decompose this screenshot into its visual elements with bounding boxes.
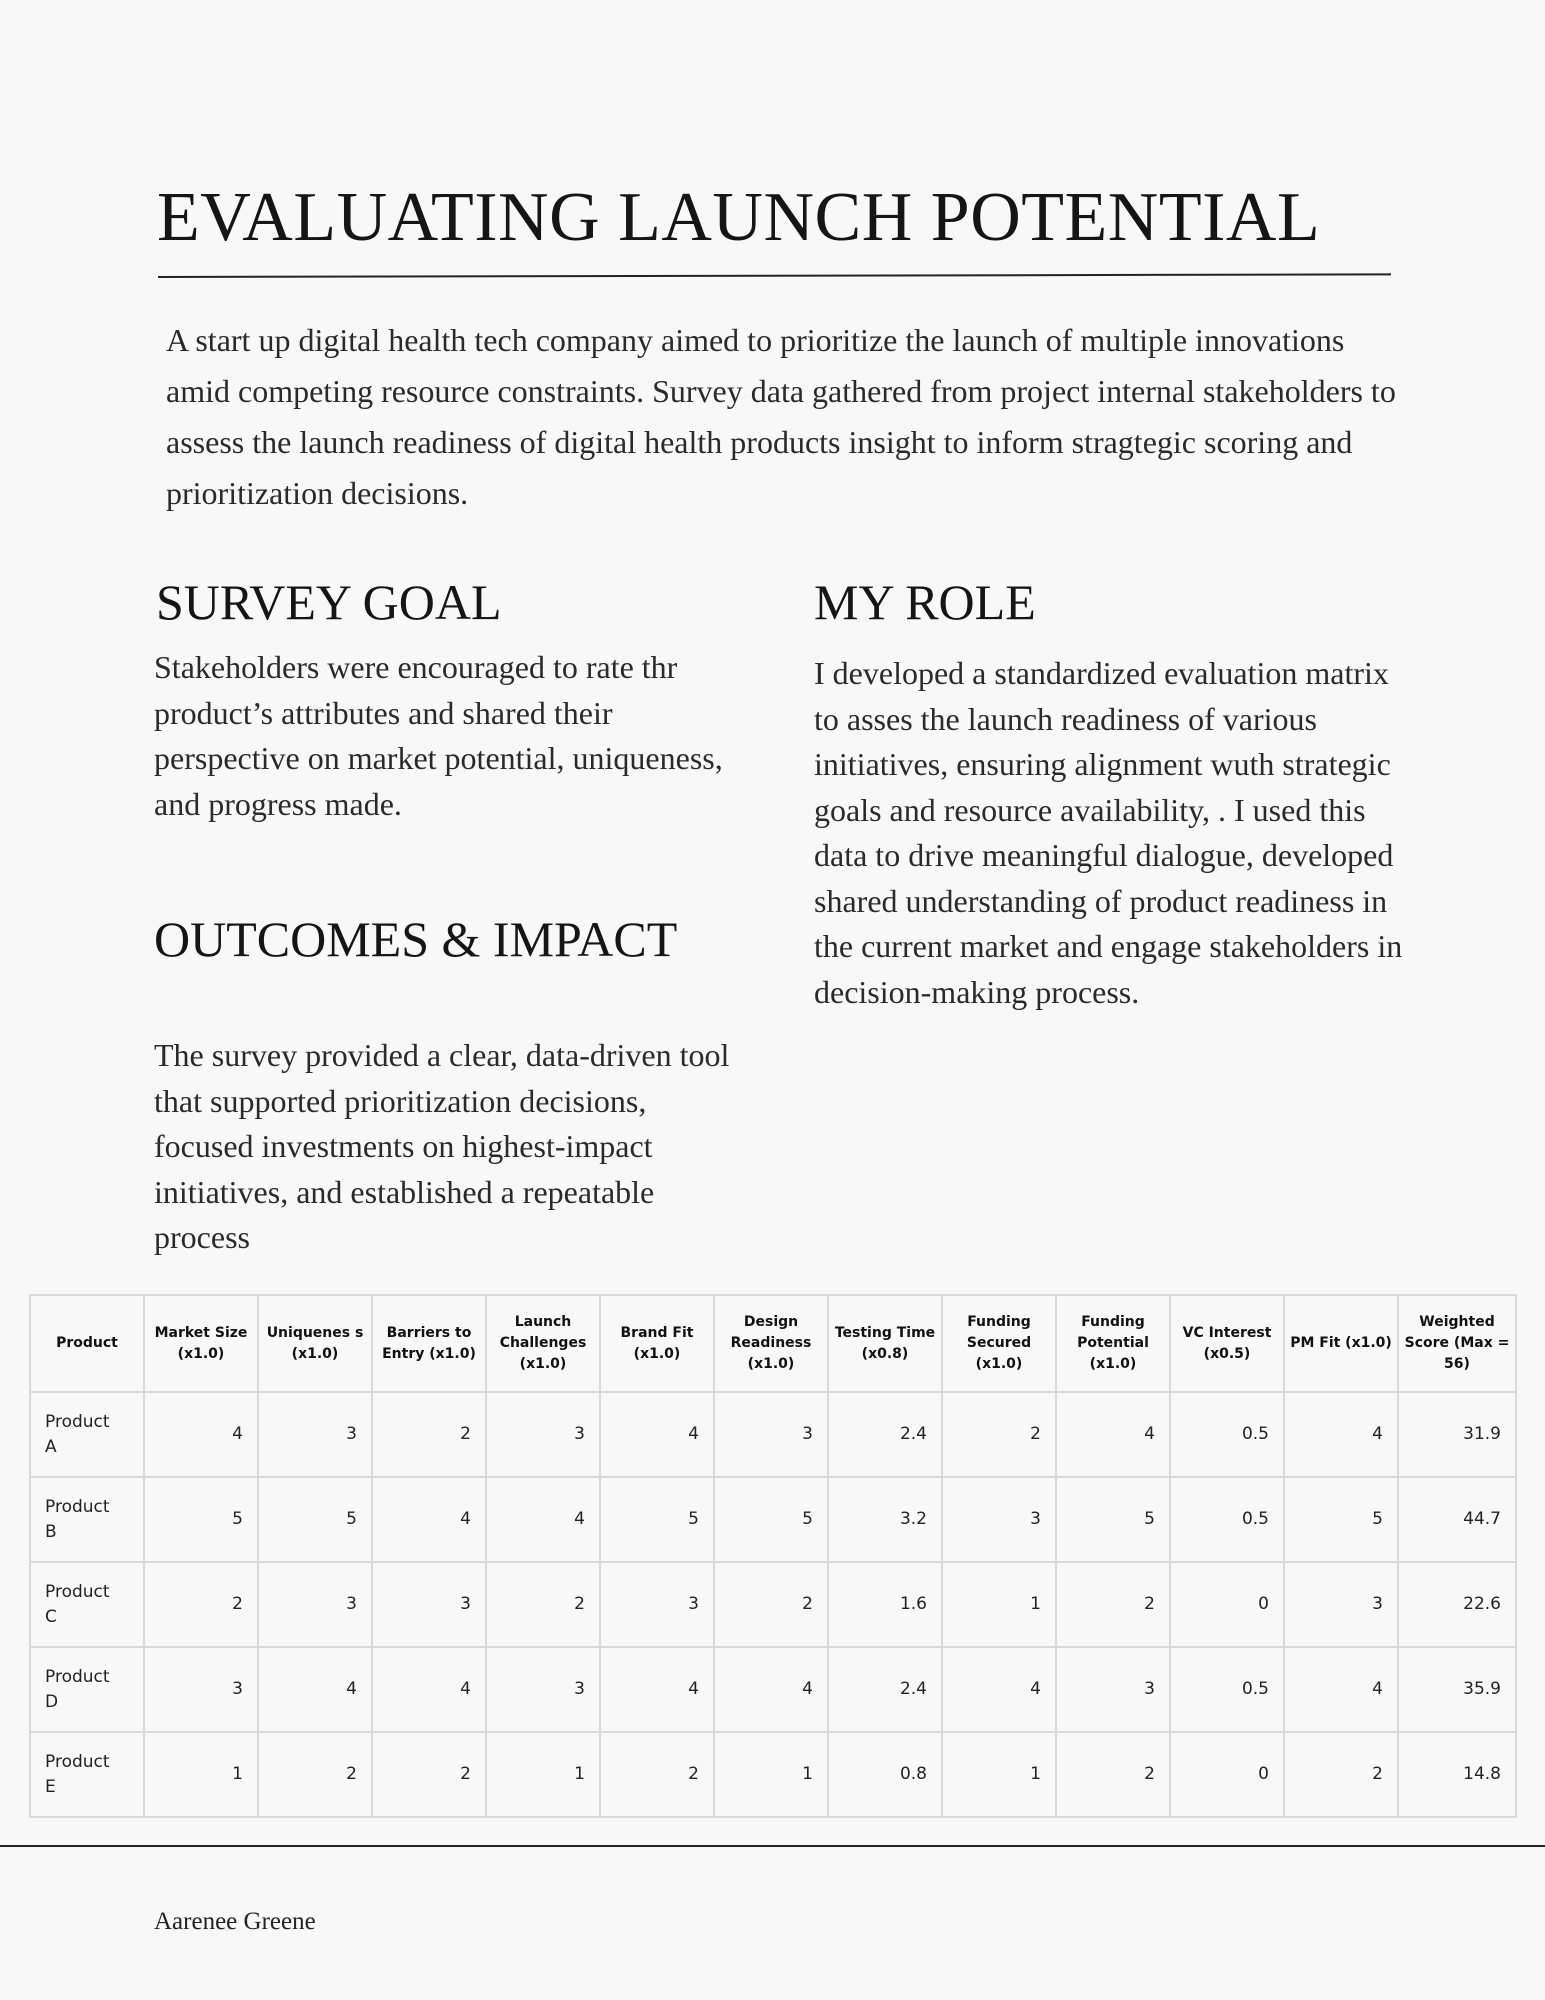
table-cell: 0.8 [828, 1732, 942, 1817]
table-cell: 3 [1056, 1647, 1170, 1732]
table-cell: 5 [1056, 1477, 1170, 1562]
table-cell: 2 [258, 1732, 372, 1817]
column-header: Product [30, 1295, 144, 1392]
table-cell: 3 [144, 1647, 258, 1732]
table-cell-product: Product C [30, 1562, 144, 1647]
survey-goal-body: Stakeholders were encouraged to rate thr product’s attributes and shared their perspective on market potential, uniqueness, and progress made. [154, 649, 723, 822]
table-cell: 2 [942, 1392, 1056, 1477]
column-header: Launch Challenges (x1.0) [486, 1295, 600, 1392]
outcomes-body: The survey provided a clear, data-driven tool that supported prioritization decisions, focused investments on highest-impact initiatives, and established a repeatable process [154, 1037, 730, 1255]
page-title: EVALUATING LAUNCH POTENTIAL [157, 179, 1321, 256]
table-cell-weighted-score: 35.9 [1398, 1647, 1516, 1732]
table-cell-weighted-score: 14.8 [1398, 1732, 1516, 1817]
table-cell: 2 [372, 1392, 486, 1477]
table-cell: 4 [714, 1647, 828, 1732]
table-row [30, 1647, 1516, 1732]
table-cell: 3 [486, 1392, 600, 1477]
title-divider [158, 273, 1391, 278]
table-cell: 4 [144, 1392, 258, 1477]
table-cell-product: Product E [30, 1732, 144, 1817]
footer-divider [0, 1845, 1545, 1847]
table-cell: 0.5 [1170, 1477, 1284, 1562]
column-header: Uniquenes s (x1.0) [258, 1295, 372, 1392]
outcomes-heading: OUTCOMES & IMPACT [154, 911, 678, 967]
column-header: Market Size (x1.0) [144, 1295, 258, 1392]
table-cell: 1 [942, 1732, 1056, 1817]
table-cell: 1 [144, 1732, 258, 1817]
table-cell-product: Product A [30, 1392, 144, 1477]
table-cell: 3 [258, 1562, 372, 1647]
table-cell: 3 [372, 1562, 486, 1647]
column-header: Testing Time (x0.8) [828, 1295, 942, 1392]
table-cell: 2 [1056, 1562, 1170, 1647]
my-role-heading: MY ROLE [814, 574, 1036, 630]
column-header: Funding Potential (x1.0) [1056, 1295, 1170, 1392]
column-header: Weighted Score (Max = 56) [1398, 1295, 1516, 1392]
table-cell: 4 [258, 1647, 372, 1732]
table-cell: 0.5 [1170, 1647, 1284, 1732]
table-row [30, 1562, 1516, 1647]
column-header: Brand Fit (x1.0) [600, 1295, 714, 1392]
table-cell: 2 [600, 1732, 714, 1817]
table-cell: 1 [942, 1562, 1056, 1647]
table-cell: 2.4 [828, 1647, 942, 1732]
intro-paragraph: A start up digital health tech company aimed to prioritize the launch of multiple innovations amid competing resource constraints. Survey data gathered from project internal stakeholders to assess the launch readiness of digital health products insight to inform stragtegic scoring and prioritization decisions. [166, 322, 1396, 511]
table-cell: 2 [144, 1562, 258, 1647]
table-cell: 4 [600, 1392, 714, 1477]
table-cell: 4 [372, 1647, 486, 1732]
column-header: VC Interest (x0.5) [1170, 1295, 1284, 1392]
table-cell: 1 [486, 1732, 600, 1817]
table-row [30, 1477, 1516, 1562]
table-cell: 0 [1170, 1732, 1284, 1817]
table-cell: 2 [372, 1732, 486, 1817]
table-cell: 5 [258, 1477, 372, 1562]
author-name: Aarenee Greene [154, 1908, 316, 1935]
table-cell: 5 [144, 1477, 258, 1562]
table-cell: 4 [1284, 1647, 1398, 1732]
table-cell: 5 [1284, 1477, 1398, 1562]
table-cell-weighted-score: 22.6 [1398, 1562, 1516, 1647]
table-cell: 2.4 [828, 1392, 942, 1477]
table-cell: 4 [1284, 1392, 1398, 1477]
table-cell: 1.6 [828, 1562, 942, 1647]
column-header: Barriers to Entry (x1.0) [372, 1295, 486, 1392]
table-cell: 3 [1284, 1562, 1398, 1647]
table-cell: 4 [1056, 1392, 1170, 1477]
table-cell: 2 [486, 1562, 600, 1647]
evaluation-matrix-table [29, 1294, 1517, 1818]
table-row [30, 1392, 1516, 1477]
table-cell: 2 [1056, 1732, 1170, 1817]
table-cell: 1 [714, 1732, 828, 1817]
table-cell-weighted-score: 44.7 [1398, 1477, 1516, 1562]
table-cell-weighted-score: 31.9 [1398, 1392, 1516, 1477]
table-cell: 0.5 [1170, 1392, 1284, 1477]
table-cell-product: Product B [30, 1477, 144, 1562]
table-cell: 4 [486, 1477, 600, 1562]
table-cell: 3 [486, 1647, 600, 1732]
table-cell: 4 [942, 1647, 1056, 1732]
table-cell: 4 [372, 1477, 486, 1562]
table-cell: 3 [942, 1477, 1056, 1562]
table-cell: 4 [600, 1647, 714, 1732]
table-cell: 5 [600, 1477, 714, 1562]
table-cell: 3.2 [828, 1477, 942, 1562]
table-cell: 2 [1284, 1732, 1398, 1817]
table-cell: 5 [714, 1477, 828, 1562]
my-role-body: I developed a standardized evaluation matrix to asses the launch readiness of various initiatives, ensuring alignment wuth strategic goals and resource availability, . I used this data to drive meaningful dialogue, developed shared understanding of product readiness in the current market and engage stakeholders in decision-making process. [814, 655, 1403, 1010]
table-cell: 3 [714, 1392, 828, 1477]
column-header: Design Readiness (x1.0) [714, 1295, 828, 1392]
table-cell-product: Product D [30, 1647, 144, 1732]
table-cell: 3 [600, 1562, 714, 1647]
table-header-row [30, 1295, 1516, 1392]
survey-goal-heading: SURVEY GOAL [156, 574, 502, 630]
table-cell: 2 [714, 1562, 828, 1647]
table-cell: 0 [1170, 1562, 1284, 1647]
table-cell: 3 [258, 1392, 372, 1477]
table-row [30, 1732, 1516, 1817]
column-header: PM Fit (x1.0) [1284, 1295, 1398, 1392]
column-header: Funding Secured (x1.0) [942, 1295, 1056, 1392]
